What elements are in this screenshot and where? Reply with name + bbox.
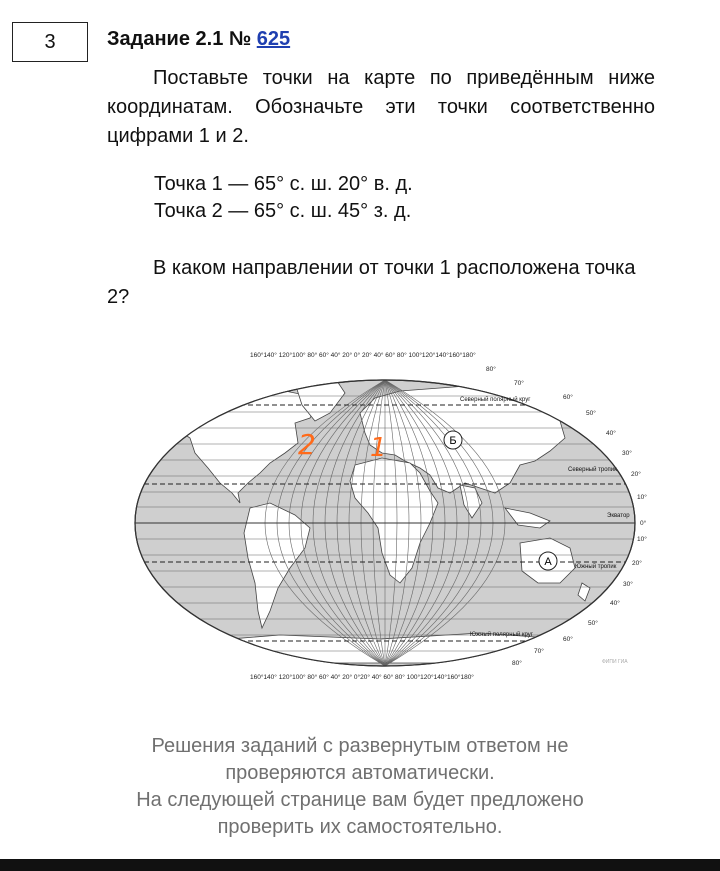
svg-text:50°: 50° <box>588 620 598 627</box>
point-1-coordinates: Точка 1 — 65° с. ш. 20° в. д. <box>154 173 413 195</box>
question-body: В каком направлении от точки 1 расположена точка 2? <box>107 257 636 308</box>
map-watermark: ФИПИ ГИА <box>602 659 628 665</box>
svg-text:70°: 70° <box>534 648 544 655</box>
antarctic-circle-label: Южный полярный круг <box>470 632 533 638</box>
arctic-circle-label: Северный полярный круг <box>460 397 531 403</box>
svg-text:20°: 20° <box>631 471 641 478</box>
svg-text:10°: 10° <box>637 494 647 501</box>
footer-line-2: проверяются автоматически. <box>225 762 495 784</box>
point-2-coordinates: Точка 2 — 65° с. ш. 45° з. д. <box>154 200 412 222</box>
bottom-bar <box>0 859 720 871</box>
tropic-south-label: Южный тропик <box>575 564 617 570</box>
svg-text:30°: 30° <box>622 450 632 457</box>
svg-text:30°: 30° <box>623 581 633 588</box>
instruction-body: Поставьте точки на карте по приведённым ниже координатам. Обозначьте эти точки соответственно цифрами 1 и 2. <box>107 67 655 147</box>
svg-text:40°: 40° <box>606 430 616 437</box>
svg-text:60°: 60° <box>563 394 573 401</box>
svg-text:50°: 50° <box>586 410 596 417</box>
map-top-scale: 160°140° 120°100° 80° 60° 40° 20° 0° 20° 40° 60° 80° 100°120°140°160°180° <box>250 352 476 359</box>
handwritten-2: 2 <box>298 428 316 461</box>
map-point-a <box>539 552 557 570</box>
task-number: 3 <box>44 30 56 53</box>
instruction-text <box>107 64 655 151</box>
svg-text:Б: Б <box>449 435 457 447</box>
svg-text:10°: 10° <box>637 536 647 543</box>
handwritten-1: 1 <box>370 433 387 463</box>
tropic-north-label: Северный тропик <box>568 467 617 473</box>
map-point-b <box>444 431 462 449</box>
world-map-svg <box>120 343 660 683</box>
footer-note <box>60 733 660 841</box>
svg-text:60°: 60° <box>563 636 573 643</box>
task-id-link[interactable]: 625 <box>256 28 291 50</box>
equator-label: Экватор <box>607 513 630 519</box>
svg-text:80°: 80° <box>486 366 496 373</box>
footer-line-1: Решения заданий с развернутым ответом не <box>151 735 569 757</box>
svg-text:70°: 70° <box>514 380 524 387</box>
svg-text:А: А <box>544 556 552 568</box>
svg-text:20°: 20° <box>632 560 642 567</box>
footer-line-4: проверить их самостоятельно. <box>217 816 503 838</box>
task-number-box <box>12 22 88 62</box>
question-text <box>107 254 655 312</box>
task-header <box>107 28 290 51</box>
task-title: Задание 2.1 № <box>107 28 257 50</box>
svg-text:40°: 40° <box>610 600 620 607</box>
svg-text:80°: 80° <box>512 660 522 667</box>
footer-line-3: На следующей странице вам будет предложено <box>136 789 584 811</box>
world-map <box>120 343 660 683</box>
map-bottom-scale: 160°140° 120°100° 80° 60° 40° 20° 0°20° 40° 60° 80° 100°120°140°160°180° <box>250 674 474 681</box>
svg-text:0°: 0° <box>640 520 647 527</box>
